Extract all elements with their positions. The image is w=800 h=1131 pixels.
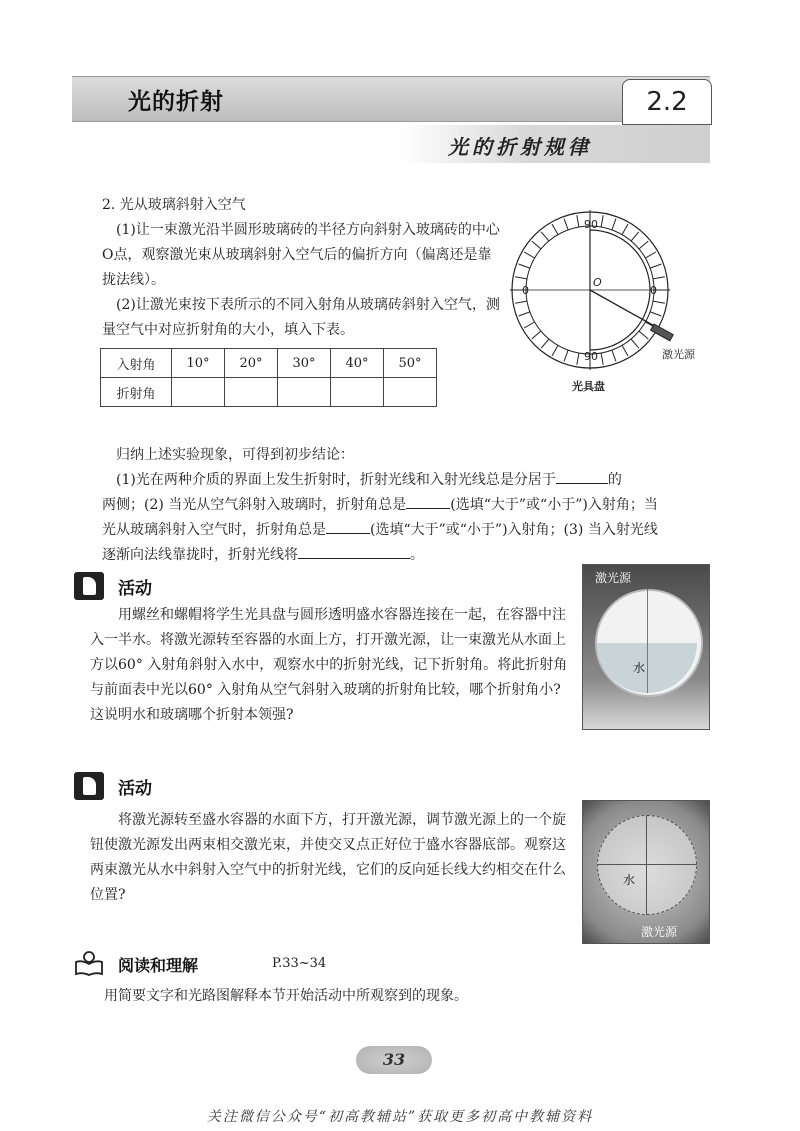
table-cell: 50° [384, 349, 437, 378]
photo2-source-label: 激光源 [641, 925, 678, 939]
table-cell-blank [384, 378, 437, 407]
disc-tick [541, 339, 549, 348]
disc-tick [524, 252, 534, 258]
photo1-source-label: 激光源 [595, 571, 632, 585]
conclusion-text: 。 [410, 547, 424, 563]
disc-tick [612, 350, 616, 361]
table-row [101, 349, 437, 378]
reading-book-icon [74, 950, 104, 976]
conclusion-text: 逐渐向法线靠拢时，折射光线将 [102, 547, 298, 563]
fill-blank [326, 519, 370, 534]
table-cell: 40° [331, 349, 384, 378]
disc-tick [639, 241, 648, 249]
conclusion-line3 [102, 518, 722, 543]
disc-tick [601, 215, 603, 227]
label-left-0: 0 [522, 284, 529, 297]
disc-tick [622, 224, 628, 234]
activity1-title: 活动 [118, 579, 152, 599]
conclusion-text: (1)光在两种介质的界面上发生折射时，折射光线和入射光线总是分居于 [116, 472, 556, 488]
table-cell-blank [331, 378, 384, 407]
fill-blank [406, 494, 450, 509]
activity2-text: 将激光源转至盛水容器的水面下方，打开激光源，调节激光源上的一个旋钮使激光源发出两束相交激光束，并使交叉点正好位于盛水容器底部。观察这两束激光从水中斜射入空气中的折射光线，它们的反向延长线大约相交在什么位置? [90, 812, 566, 903]
conclusion-line2 [102, 493, 722, 518]
activity1-text: 用螺丝和螺帽将学生光具盘与圆形透明盛水容器连接在一起，在容器中注入一半水。将激光源转至容器的水面上方，打开激光源，让一束激光从水面上方以60° 入射角斜射入水中，观察水中的折射光线，记下折射角。将此折射角与前面表中光以60° 入射角从空气斜射入玻璃的折射角比较，哪个折射角小? 这说明水和玻璃哪个折射本领强? [90, 607, 568, 723]
conclusion-line1 [116, 468, 716, 493]
label-laser-source: 激光源 [662, 348, 695, 361]
disc-tick [650, 312, 661, 316]
disc-tick [631, 232, 639, 241]
table-cell-blank [172, 378, 225, 407]
photo-normal-line [647, 589, 648, 693]
section-number: 2.2 [622, 79, 712, 125]
disc-tick [639, 331, 648, 339]
part2-heading: 2. 光从玻璃斜射入空气 [102, 197, 246, 213]
disc-tick [519, 312, 530, 316]
conclusion-text: 光从玻璃斜射入空气时，折射角总是 [102, 522, 326, 538]
disc-tick [541, 232, 549, 241]
optical-disc-diagram [500, 200, 710, 400]
disc-tick [519, 264, 530, 268]
fill-blank [556, 469, 608, 484]
disc-tick [577, 353, 579, 365]
disc-tick [612, 219, 616, 230]
disc-tick [631, 339, 639, 348]
laser-source-icon [651, 324, 674, 341]
table-cell: 30° [278, 349, 331, 378]
disc-tick [622, 345, 628, 355]
disc-tick [552, 345, 558, 355]
chapter-title: 光的折射 [128, 89, 224, 115]
disc-tick [653, 277, 665, 279]
footer-note: 关注微信公众号“初高教辅站”获取更多初高中教辅资料 [206, 1109, 594, 1125]
label-bottom-90: 90 [584, 350, 598, 363]
table-cell: 10° [172, 349, 225, 378]
fill-blank [298, 544, 410, 559]
photo2-water-label: 水 [623, 873, 636, 887]
activity1-photo [582, 564, 710, 730]
table-cell: 20° [225, 349, 278, 378]
table-cell-blank [278, 378, 331, 407]
disc-tick [577, 215, 579, 227]
table-header-incident: 入射角 [101, 349, 172, 378]
activity2-photo [582, 800, 710, 944]
reading-pages: P.33~34 [272, 956, 327, 971]
photo-disc [597, 815, 697, 915]
table-row [101, 378, 437, 407]
disc-tick [645, 252, 655, 258]
disc-tick [552, 224, 558, 234]
reading-text: 用简要文字和光路图解释本节开始活动中所观察到的现象。 [104, 988, 468, 1004]
disc-tick [650, 264, 661, 268]
label-center-o: O [593, 276, 602, 289]
photo-normal-line [646, 815, 647, 915]
table-cell-blank [225, 378, 278, 407]
disc-tick [532, 241, 541, 249]
photo1-water-label: 水 [633, 661, 646, 675]
part2-step1: (1)让一束激光沿半圆形玻璃砖的半径方向斜射入玻璃砖的中心O点，观察激光束从玻璃斜射入空气后的偏折方向（偏离还是靠拢法线）。 [102, 222, 500, 288]
conclusion-text: (选填“大于”或“小于”)入射角；(3) 当入射光线 [370, 522, 658, 538]
disc-tick [601, 353, 603, 365]
activity-hand-icon [74, 772, 104, 800]
part2-step2: (2)让激光束按下表所示的不同入射角从玻璃砖斜射入空气，测量空气中对应折射角的大小，填入下表。 [102, 297, 500, 338]
disc-tick [653, 301, 665, 303]
conclusion-text: (选填“大于”或“小于”)入射角；当 [450, 497, 658, 513]
activity2-title: 活动 [118, 779, 152, 799]
conclusion-text: 的 [607, 472, 622, 488]
angle-table [100, 348, 437, 407]
label-top-90: 90 [584, 218, 598, 231]
disc-tick [515, 301, 527, 303]
conclusion-intro: 归纳上述实验现象，可得到初步结论： [116, 447, 354, 463]
disc-tick [532, 331, 541, 339]
label-right-0: 0 [650, 284, 657, 297]
disc-tick [564, 350, 568, 361]
section-subtitle: 光的折射规律 [448, 135, 592, 159]
page-number: 33 [356, 1046, 432, 1074]
diagram-caption: 光具盘 [572, 380, 605, 393]
activity-hand-icon [74, 572, 104, 600]
photo-interface-line [597, 864, 697, 865]
table-header-refraction: 折射角 [101, 378, 172, 407]
reading-title: 阅读和理解 [118, 956, 199, 975]
disc-tick [524, 322, 534, 328]
conclusion-text: 两侧；(2) 当光从空气斜射入玻璃时，折射角总是 [102, 497, 407, 513]
disc-tick [564, 219, 568, 230]
disc-tick [515, 277, 527, 279]
